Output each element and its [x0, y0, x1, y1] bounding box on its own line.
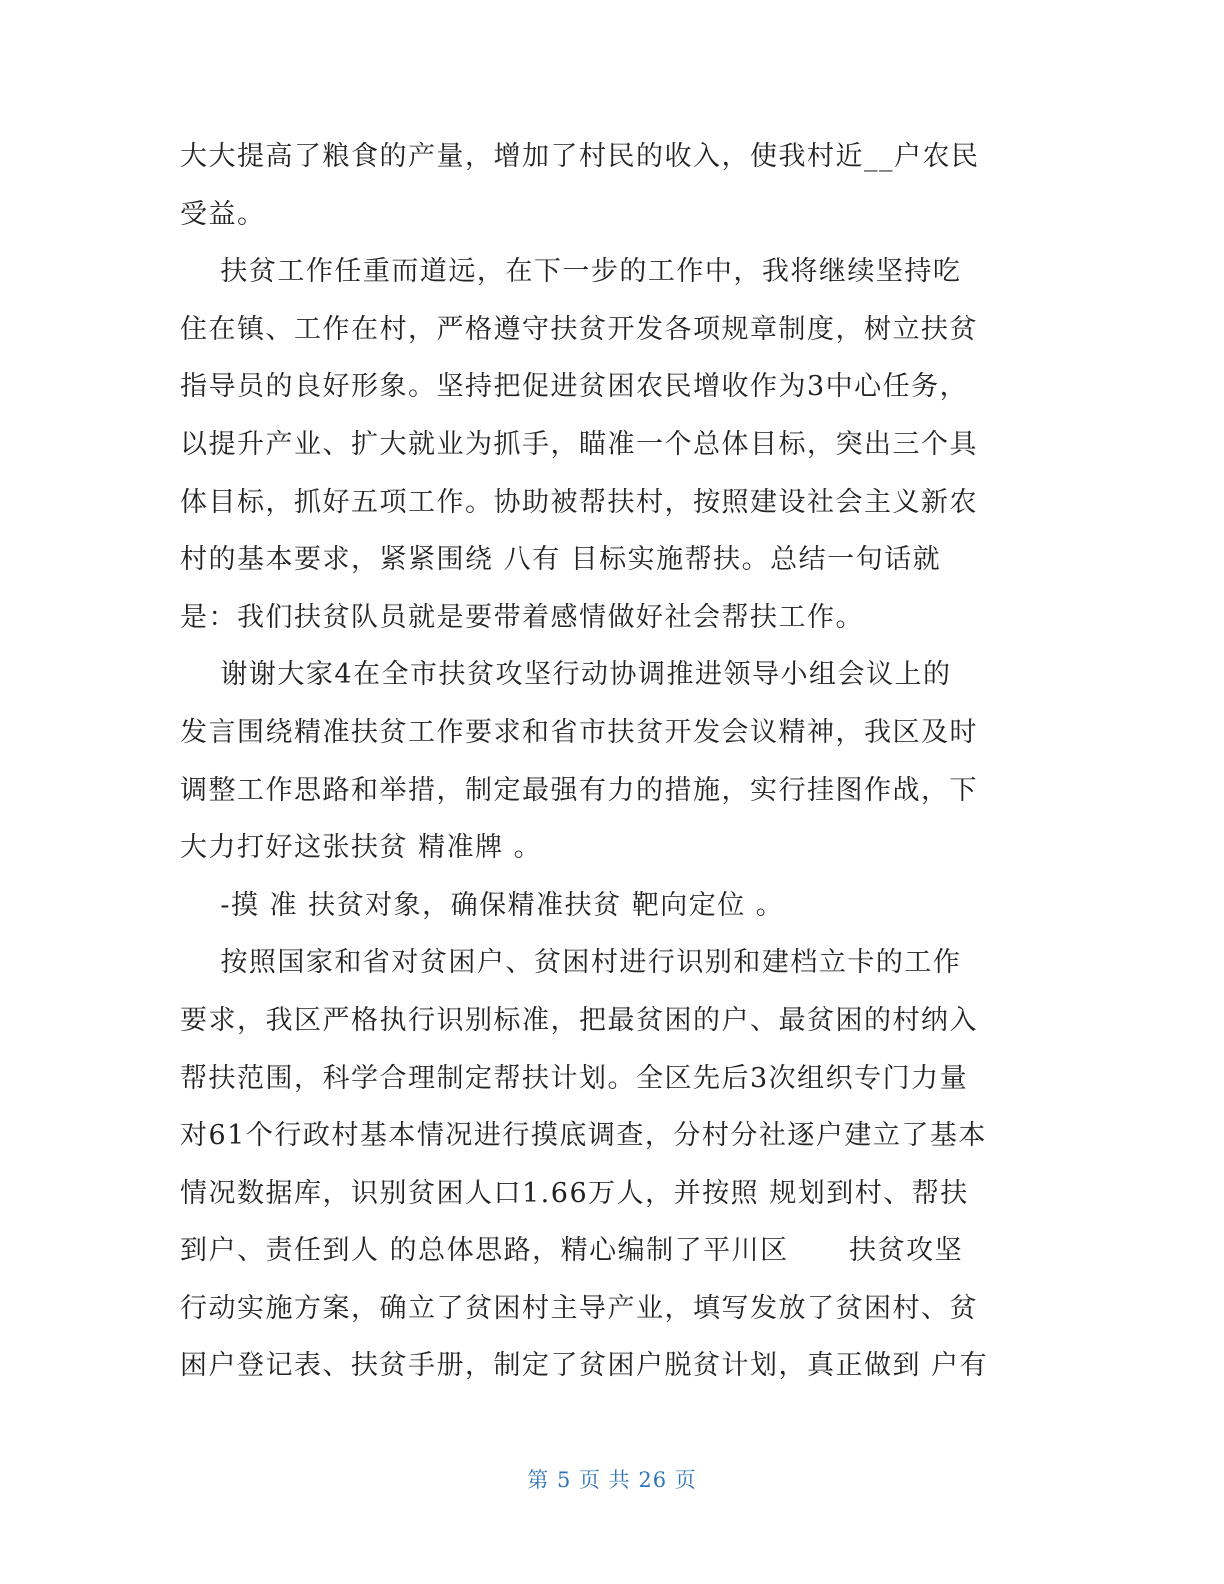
text-line: 扶贫工作任重而道远，在下一步的工作中，我将继续坚持吃 — [180, 256, 962, 288]
page-number-footer: 第 5 页 共 26 页 — [527, 1468, 697, 1492]
text-line: 帮扶范围，科学合理制定帮扶计划。全区先后3次组织专门力量 — [180, 1062, 969, 1094]
text-line: 是：我们扶贫队员就是要带着感情做好社会帮扶工作。 — [180, 601, 864, 633]
text-line: 大力打好这张扶贫 精准牌 。 — [180, 832, 543, 864]
text-line: 受益。 — [180, 198, 266, 230]
body-text — [180, 128, 1040, 1395]
text-line: 村的基本要求，紧紧围绕 八有 目标实施帮扶。总结一句话就 — [180, 544, 942, 576]
text-line: 调整工作思路和举措，制定最强有力的措施，实行挂图作战，下 — [180, 774, 978, 806]
text-line: -摸 准 扶贫对象，确保精准扶贫 靶向定位 。 — [180, 889, 785, 921]
text-line: 按照国家和省对贫困户、贫困村进行识别和建档立卡的工作 — [180, 947, 962, 979]
text-line: 要求，我区严格执行识别标准，把最贫困的户、最贫困的村纳入 — [180, 1004, 978, 1036]
text-line: 对61个行政村基本情况进行摸底调查，分村分社逐户建立了基本 — [180, 1120, 987, 1152]
text-line: 以提升产业、扩大就业为抓手，瞄准一个总体目标，突出三个具 — [180, 428, 978, 460]
text-line: 谢谢大家4在全市扶贫攻坚行动协调推进领导小组会议上的 — [180, 659, 952, 691]
text-line: 情况数据库，识别贫困人口1.66万人，并按照 规划到村、帮扶 — [180, 1177, 969, 1209]
text-line: 发言围绕精准扶贫工作要求和省市扶贫开发会议精神，我区及时 — [180, 716, 978, 748]
text-line: 困户登记表、扶贫手册，制定了贫困户脱贫计划，真正做到 户有 — [180, 1350, 989, 1382]
text-line: 行动实施方案，确立了贫困村主导产业，填写发放了贫困村、贫 — [180, 1292, 978, 1324]
text-line: 住在镇、工作在村，严格遵守扶贫开发各项规章制度，树立扶贫 — [180, 313, 978, 345]
text-line: 到户、责任到人 的总体思路，精心编制了平川区 扶贫攻坚 — [180, 1235, 964, 1267]
text-line: 体目标，抓好五项工作。协助被帮扶村，按照建设社会主义新农 — [180, 486, 978, 518]
text-line: 大大提高了粮食的产量，增加了村民的收入，使我村近__户农民 — [180, 141, 980, 172]
text-line: 指导员的良好形象。坚持把促进贫困农民增收作为3中心任务， — [180, 371, 969, 403]
